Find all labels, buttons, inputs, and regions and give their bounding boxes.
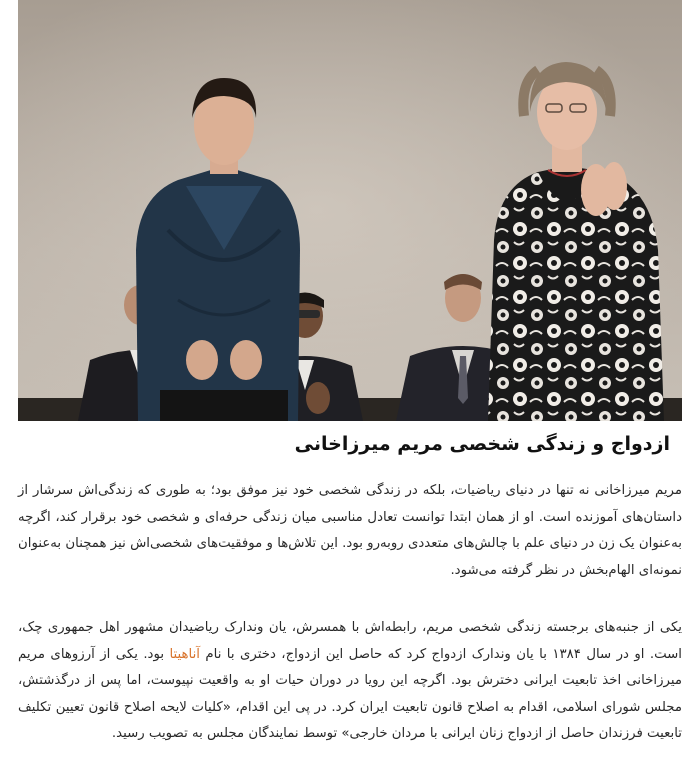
paragraph-2 bbox=[18, 615, 682, 748]
paragraph-2-text-after-link: بود. یکی از آرزوهای مریم میرزاخانی اخذ تابعیت ایرانی دخترش بود. اگرچه این رویا در دوران حیات او به واقعیت نپیوست، اما پس از درگذشتش، مجلس شورای اسلامی، اقدام به اصلاح قانون تابعیت ایران کرد. در پی این اقدام، «کلیات لایحه اصلاح قانون تعیین تکلیف تابعیت فرزندان حاصل از ازدواج زنان ایرانی با مردان خارجی» توسط نمایندگان مجلس به تصویب رسید. bbox=[18, 646, 682, 741]
paragraph-1: مریم میرزاخانی نه تنها در دنیای ریاضیات، بلکه در زندگی شخصی خود نیز موفق بود؛ به طوری که زندگی‌اش سرشار از داستان‌های آموزنده است. او از همان ابتدا توانست تعادل مناسبی میان زندگی حرفه‌ای و شخصی خود برقرار کند، اگرچه به‌عنوان یک زن در دنیای علم با چالش‌های متعددی روبه‌رو بود. این تلاش‌ها و موفقیت‌های شخصی‌اش نیز همچنان به‌عنوان نمونه‌ای الهام‌بخش در نظر گرفته می‌شود. bbox=[18, 483, 682, 578]
section-heading: ازدواج و زندگی شخصی مریم میرزاخانی bbox=[294, 433, 670, 455]
anahita-link[interactable]: آناهیتا bbox=[169, 646, 200, 662]
paragraph-2-text-before-link: یکی از جنبه‌های برجسته زندگی شخصی مریم، رابطه‌اش با همسرش، یان وندارک ریاضیدان مشهور اهل جمهوری چک، است. او در سال ۱۳۸۴ با یان وندارک ازدواج کرد که حاصل این ازدواج، دختری با نام bbox=[18, 620, 682, 662]
article-photo bbox=[18, 0, 682, 421]
